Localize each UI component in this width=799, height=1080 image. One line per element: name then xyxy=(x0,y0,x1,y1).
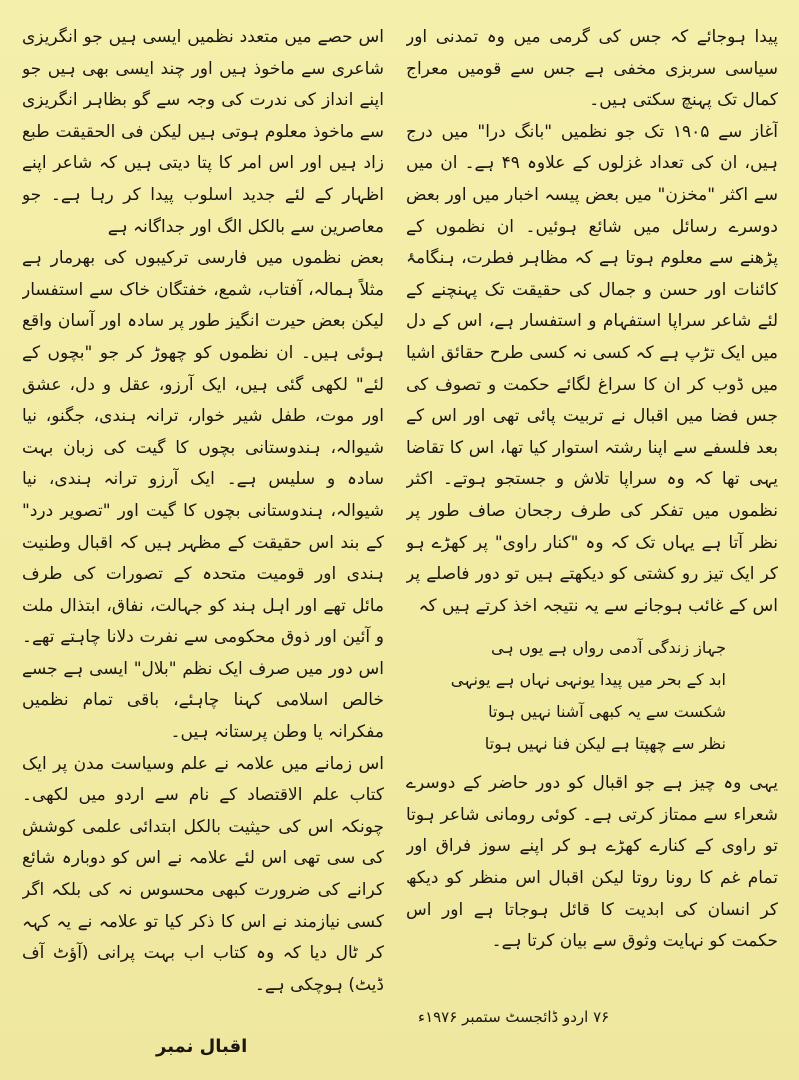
poem-verse-block xyxy=(406,632,778,760)
page-number: ۷۶ xyxy=(593,1008,610,1026)
left-text-column xyxy=(22,22,384,1032)
left-paragraph-1: اس حصے میں متعدد نظمیں ایسی ہیں جو انگریزی شاعری سے ماخوذ ہیں اور چند ایسی بھی ہیں جو اپنے انداز کی ندرت کی وجہ سے گو بظاہر انگریزی سے ماخوذ معلوم ہوتی ہیں لیکن فی الحقیقت طبع زاد ہیں اور اس امر کا پتا دیتی ہیں کہ شاعر اپنے اظہار کے لئے جدید اسلوب پیدا کر رہا ہے۔ جو معاصرین سے بالکل الگ اور جداگانہ ہے xyxy=(22,27,384,237)
right-paragraph-3: یہی وہ چیز ہے جو اقبال کو دور حاضر کے دوسرے شعراء سے ممتاز کرتی ہے۔ کوئی رومانی شاعر ہوتا تو راوی کے کنارے کھڑے ہو کر اپنے سوز فراق اور تمام غم کا رونا روتا لیکن اقبال اس منظر کو دیکھ کر انسان کی ابدیت کا قائل ہوجاتا ہے اور اس حکمت کو نہایت وثوق سے بیان کرتا ہے۔ xyxy=(406,773,778,952)
verse-line-1: جہاز زندگی آدمی رواں ہے یوں ہی xyxy=(491,638,726,658)
verse-line-3: شکست سے یہ کبھی آشنا نہیں ہوتا xyxy=(488,702,726,722)
verse-line-4: نظر سے چھپتا ہے لیکن فنا نہیں ہوتا xyxy=(484,734,726,754)
right-paragraph-1: پیدا ہوجائے کہ جس کی گرمی میں وہ تمدنی اور سیاسی سربزی مخفی ہے جس سے قومیں معراج کمال تک پہنچ سکتی ہیں۔ xyxy=(406,27,778,111)
right-paragraph-2: آغاز سے ۱۹۰۵ تک جو نظمیں "بانگ درا" میں درج ہیں، ان کی تعداد غزلوں کے علاوہ ۴۹ ہے۔ ان میں سے اکثر "مخزن" میں بعض پیسہ اخبار میں اور بعض دوسرے رسائل میں شائع ہوئیں۔ ان نظموں کے پڑھنے سے معلوم ہوتا ہے کہ مظاہر فطرت، ہنگامۂ کائنات اور حسن و جمال کی حقیقت تک پہنچنے کے لئے شاعر سراپا استفہام و استفسار ہے، اس کے دل میں ایک تڑپ ہے کہ کسی نہ کسی طرح حقائق اشیا میں ڈوب کر ان کا سراغ لگائے حکمت و تصوف کی جس فضا میں اقبال نے تربیت پائی تھی اور اس کے بعد فلسفے سے اپنا رشتہ استوار کیا تھا، اس کا تقاضا یہی تھا کہ وہ سراپا تلاش و جستجو ہوتے۔ اکثر نظموں میں تفکر کی طرف رجحان صاف طور پر نظر آتا ہے یہاں تک کہ وہ "کنار راوی" پر کھڑے ہو کر ایک تیز رو کشتی کو دیکھتے ہیں تو دور فاصلے پر اس کے غائب ہوجانے سے یہ نتیجہ اخذ کرتے ہیں کہ xyxy=(406,121,778,616)
verse-line-2: ابد کے بحر میں پیدا یونہی نہاں ہے یونہی xyxy=(450,670,726,690)
left-paragraph-3: اس زمانے میں علامہ نے علم وسیاست مدن پر ایک کتاب علم الاقتصاد کے نام سے اردو میں لکھی۔ چونکہ اس کی حیثیت بالکل ابتدائی علمی کوشش کی سی تھی اس لئے علامہ نے اس کو دوبارہ شائع کرانے کی ضرورت کبھی محسوس نہ کی بلکہ اگر کسی نیازمند نے اس کا ذکر کیا تو علامہ نے یہ کہہ کر ٹال دیا کہ وہ کتاب اب بہت پرانی (آؤٹ آف ڈیٹ) ہوچکی ہے۔ xyxy=(22,753,384,995)
left-paragraph-2: بعض نظموں میں فارسی ترکیبوں کی بھرمار ہے مثلاً ہمالہ، آفتاب، شمع، خفتگان خاک سے استفسار لیکن بعض حیرت انگیز طور پر سادہ اور آسان واقع ہوئی ہیں۔ ان نظموں کو چھوڑ کر جو "بچوں کے لئے" لکھی گئی ہیں، ایک آرزو، عقل و دل، عشق اور موت، طفل شیر خوار، ترانہ ہندی، جگنو، نیا شیوالہ، ہندوستانی بچوں کا گیت کی زبان بہت سادہ و سلیس ہے۔ ایک آرزو ترانہ ہندی، نیا شیوالہ، ہندوستانی بچوں کا گیت اور "تصویر درد" کے بند اس حقیقت کے مظہر ہیں کہ اقبال وطنیت ہندی اور قومیت متحدہ کے تصورات کی طرف مائل تھے اور اہل ہند کو جہالت، نفاق، ابتذال ملت و آئین اور ذوق محکومی سے نفرت دلانا چاہتے تھے۔ اس دور میں صرف ایک نظم "بلال" ایسی ہے جسے خالص اسلامی کہنا چاہئے، باقی تمام نظمیں مفکرانہ یا وطن پرستانہ ہیں۔ xyxy=(22,248,384,743)
footer-citation xyxy=(418,1008,788,1026)
citation-text: اردو ڈائجسٹ ستمبر ۱۹۷۶ء xyxy=(418,1008,589,1026)
right-text-column xyxy=(406,22,778,1004)
issue-label: اقبال نمبر xyxy=(156,1036,248,1057)
